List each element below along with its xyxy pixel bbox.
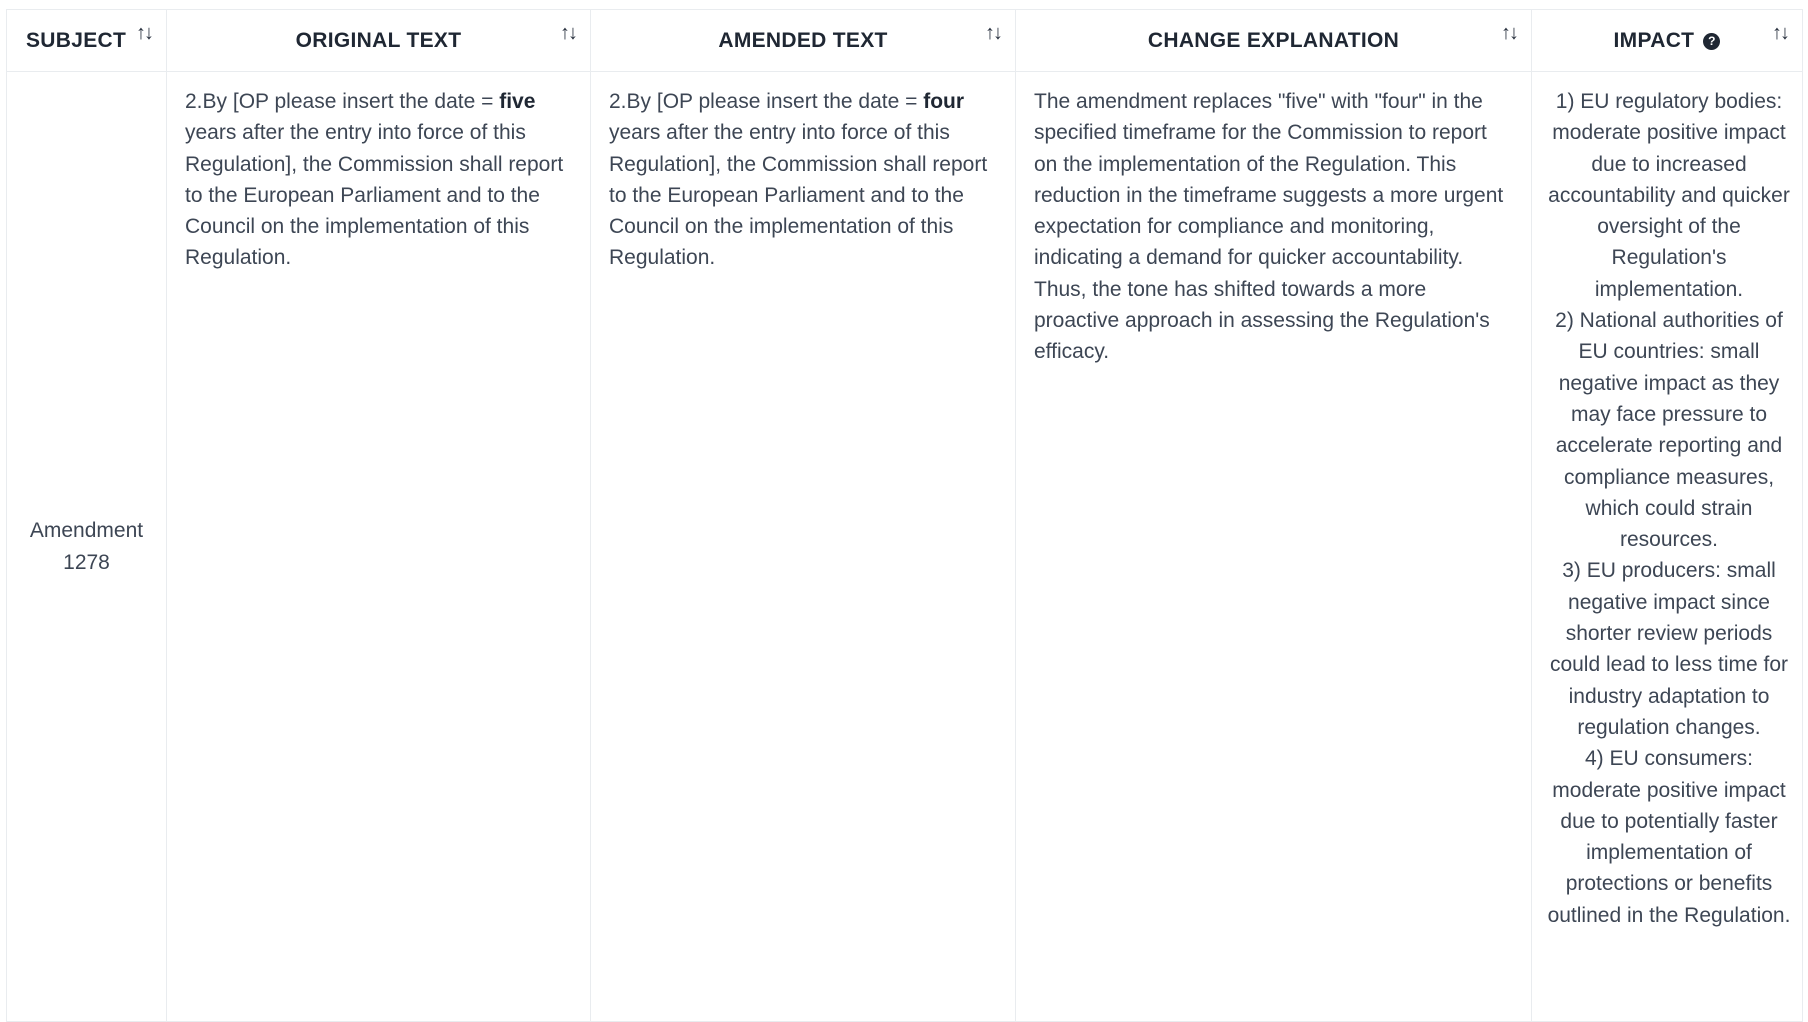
column-header-label: CHANGE EXPLANATION (1147, 28, 1400, 52)
impact-item-eu-producers: 3) EU producers: small negative impact since shorter review periods could lead to less time for industry adaptation to regulation changes. (1549, 559, 1789, 739)
subject-cell: Amendment 1278 (7, 72, 167, 1022)
column-header-label: ORIGINAL TEXT (295, 28, 462, 52)
original-text-prefix: 2.By [OP please insert the date = (185, 90, 500, 113)
original-text-highlight: five (499, 90, 536, 113)
change-explanation-cell: The amendment replaces "five" with "four" in the specified timeframe for the Commission to report on the implementation of the Regulation. This reduction in the timeframe suggests a more urgent expectation for compliance and monitoring, indicating a demand for quicker accountability. Thus, the tone has shifted towards a more proactive approach in assessing the Regulation's efficacy. (1016, 72, 1532, 1022)
table-row (7, 72, 1803, 1022)
column-header-label: SUBJECT (26, 28, 127, 52)
sort-icon[interactable]: ↑↓ (560, 22, 576, 44)
column-header-amended-text[interactable] (591, 10, 1016, 72)
column-header-label: IMPACT (1613, 28, 1695, 52)
amendments-table (6, 9, 1803, 1022)
original-text-cell (167, 72, 591, 1022)
amended-text-prefix: 2.By [OP please insert the date = (609, 90, 924, 113)
sort-icon[interactable]: ↑↓ (985, 22, 1001, 44)
column-header-original-text[interactable] (167, 10, 591, 72)
amendments-table-container (6, 9, 1802, 1022)
sort-icon[interactable]: ↑↓ (136, 22, 152, 44)
original-text-suffix: years after the entry into force of this Regulation], the Commission shall report to the European Parliament and to the Council on the implementation of this Regulation. (185, 121, 564, 270)
impact-cell (1532, 72, 1803, 1022)
amended-text-cell (591, 72, 1016, 1022)
amended-text-highlight: four (923, 90, 965, 113)
sort-icon[interactable]: ↑↓ (1501, 22, 1517, 44)
impact-item-national-authorities: 2) National authorities of EU countries: small negative impact as they may face pressure to accelerate reporting and compliance measures, which could strain resources. (1555, 309, 1783, 552)
column-header-impact[interactable] (1532, 10, 1803, 72)
table-header-row (7, 10, 1803, 72)
help-icon[interactable]: ? (1703, 33, 1720, 50)
impact-item-eu-consumers: 4) EU consumers: moderate positive impact due to potentially faster implementation of protections or benefits outlined in the Regulation. (1547, 747, 1791, 927)
column-header-label: AMENDED TEXT (718, 28, 888, 52)
column-header-change-explanation[interactable] (1016, 10, 1532, 72)
impact-item-eu-regulatory-bodies: 1) EU regulatory bodies: moderate positive impact due to increased accountability and quicker oversight of the Regulation's implementation. (1548, 90, 1790, 301)
column-header-subject[interactable] (7, 10, 167, 72)
amended-text-suffix: years after the entry into force of this Regulation], the Commission shall report to the European Parliament and to the Council on the implementation of this Regulation. (609, 121, 988, 270)
sort-icon[interactable]: ↑↓ (1772, 22, 1788, 44)
